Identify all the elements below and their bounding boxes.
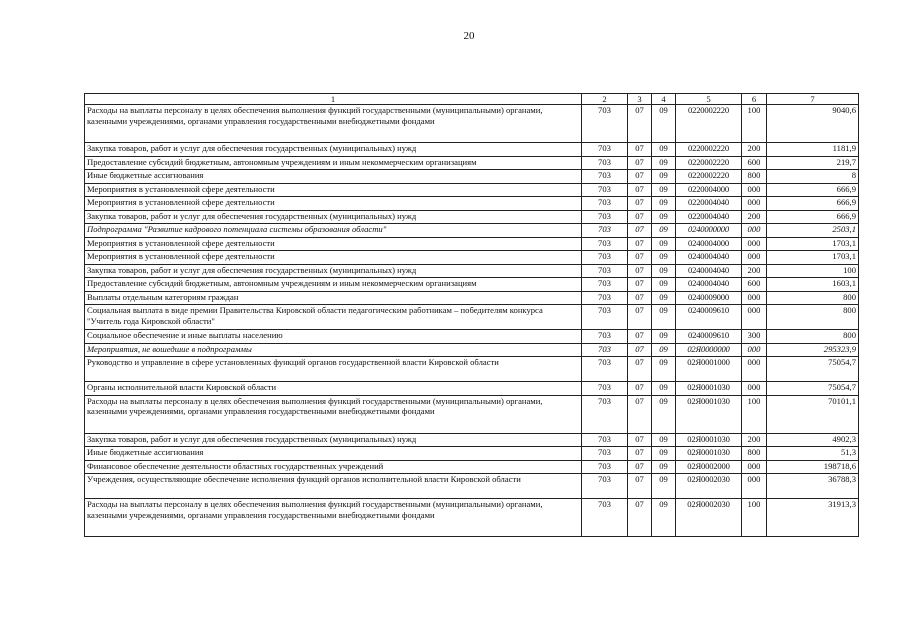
row-description: Предоставление субсидий бюджетным, автономным учреждениям и иным некоммерческим организациям bbox=[85, 278, 582, 292]
header-row bbox=[85, 94, 859, 105]
row-description: Мероприятия, не вошедшие в подпрограммы bbox=[85, 343, 582, 357]
table-row bbox=[85, 143, 859, 157]
row-description: Закупка товаров, работ и услуг для обеспечения государственных (муниципальных) нужд bbox=[85, 264, 582, 278]
table-row bbox=[85, 278, 859, 292]
row-expense-type: 000 bbox=[742, 224, 767, 238]
row-expense-type: 000 bbox=[742, 460, 767, 474]
row-section: 07 bbox=[628, 395, 652, 433]
table-row bbox=[85, 447, 859, 461]
row-expense-type: 100 bbox=[742, 499, 767, 537]
row-description: Социальное обеспечение и иные выплаты населению bbox=[85, 330, 582, 344]
row-target-article: 0220002220 bbox=[676, 105, 742, 143]
row-admin-code: 703 bbox=[582, 264, 628, 278]
row-admin-code: 703 bbox=[582, 343, 628, 357]
header-cell: 2 bbox=[582, 94, 628, 105]
row-subsection: 09 bbox=[652, 460, 676, 474]
row-subsection: 09 bbox=[652, 433, 676, 447]
row-expense-type: 000 bbox=[742, 474, 767, 499]
table-row bbox=[85, 156, 859, 170]
row-expense-type: 600 bbox=[742, 156, 767, 170]
row-expense-type: 000 bbox=[742, 343, 767, 357]
row-amount: 1703,1 bbox=[767, 251, 859, 265]
row-subsection: 09 bbox=[652, 237, 676, 251]
header-cell: 6 bbox=[742, 94, 767, 105]
row-target-article: 02Я0000000 bbox=[676, 343, 742, 357]
table-row bbox=[85, 251, 859, 265]
row-target-article: 0240004040 bbox=[676, 264, 742, 278]
row-description: Закупка товаров, работ и услуг для обеспечения государственных (муниципальных) нужд bbox=[85, 210, 582, 224]
table-row bbox=[85, 499, 859, 537]
page-number: 20 bbox=[463, 30, 475, 42]
header-cell: 4 bbox=[652, 94, 676, 105]
row-amount: 666,9 bbox=[767, 210, 859, 224]
row-section: 07 bbox=[628, 210, 652, 224]
row-expense-type: 000 bbox=[742, 197, 767, 211]
row-subsection: 09 bbox=[652, 278, 676, 292]
row-section: 07 bbox=[628, 433, 652, 447]
row-amount: 100 bbox=[767, 264, 859, 278]
row-target-article: 02Я0002000 bbox=[676, 460, 742, 474]
row-description: Подпрограмма "Развитие кадрового потенциала системы образования области" bbox=[85, 224, 582, 238]
row-target-article: 0240004000 bbox=[676, 237, 742, 251]
row-amount: 295323,9 bbox=[767, 343, 859, 357]
row-target-article: 02Я0001030 bbox=[676, 447, 742, 461]
row-target-article: 0240009610 bbox=[676, 330, 742, 344]
row-amount: 8 bbox=[767, 170, 859, 184]
row-section: 07 bbox=[628, 156, 652, 170]
row-description: Расходы на выплаты персоналу в целях обеспечения выполнения функций государственными (муниципальными) органами, казенными учреждениями, органами управления государственными внебюджетными фондами bbox=[85, 395, 582, 433]
table-row bbox=[85, 291, 859, 305]
row-description: Предоставление субсидий бюджетным, автономным учреждениям и иным некоммерческим организациям bbox=[85, 156, 582, 170]
row-amount: 666,9 bbox=[767, 197, 859, 211]
header-cell: 7 bbox=[767, 94, 859, 105]
row-subsection: 09 bbox=[652, 264, 676, 278]
header-cell: 3 bbox=[628, 94, 652, 105]
row-amount: 1603,1 bbox=[767, 278, 859, 292]
row-description: Социальная выплата в виде премии Правительства Кировской области педагогическим работникам – победителям конкурса "Учитель года Кировской области" bbox=[85, 305, 582, 330]
row-amount: 36788,3 bbox=[767, 474, 859, 499]
row-amount: 70101,1 bbox=[767, 395, 859, 433]
row-target-article: 0240009610 bbox=[676, 305, 742, 330]
row-description: Мероприятия в установленной сфере деятельности bbox=[85, 251, 582, 265]
row-amount: 75054,7 bbox=[767, 357, 859, 382]
row-admin-code: 703 bbox=[582, 395, 628, 433]
row-subsection: 09 bbox=[652, 447, 676, 461]
row-subsection: 09 bbox=[652, 183, 676, 197]
table-body bbox=[85, 105, 859, 537]
row-admin-code: 703 bbox=[582, 474, 628, 499]
row-admin-code: 703 bbox=[582, 357, 628, 382]
row-admin-code: 703 bbox=[582, 105, 628, 143]
row-expense-type: 000 bbox=[742, 357, 767, 382]
table-row bbox=[85, 105, 859, 143]
row-target-article: 0240009000 bbox=[676, 291, 742, 305]
row-target-article: 02Я0002030 bbox=[676, 499, 742, 537]
row-amount: 666,9 bbox=[767, 183, 859, 197]
row-description: Учреждения, осуществляющие обеспечение исполнения функций органов исполнительной власти Кировской области bbox=[85, 474, 582, 499]
row-target-article: 02Я0001030 bbox=[676, 433, 742, 447]
row-section: 07 bbox=[628, 499, 652, 537]
row-amount: 9040,6 bbox=[767, 105, 859, 143]
row-admin-code: 703 bbox=[582, 278, 628, 292]
row-subsection: 09 bbox=[652, 330, 676, 344]
row-admin-code: 703 bbox=[582, 251, 628, 265]
row-admin-code: 703 bbox=[582, 170, 628, 184]
row-description: Мероприятия в установленной сфере деятельности bbox=[85, 197, 582, 211]
row-subsection: 09 bbox=[652, 382, 676, 396]
row-subsection: 09 bbox=[652, 210, 676, 224]
row-description: Мероприятия в установленной сфере деятельности bbox=[85, 183, 582, 197]
row-subsection: 09 bbox=[652, 251, 676, 265]
row-amount: 51,3 bbox=[767, 447, 859, 461]
row-admin-code: 703 bbox=[582, 183, 628, 197]
row-description: Закупка товаров, работ и услуг для обеспечения государственных (муниципальных) нужд bbox=[85, 143, 582, 157]
row-admin-code: 703 bbox=[582, 330, 628, 344]
row-description: Иные бюджетные ассигнования bbox=[85, 170, 582, 184]
row-expense-type: 200 bbox=[742, 433, 767, 447]
row-section: 07 bbox=[628, 105, 652, 143]
row-amount: 800 bbox=[767, 330, 859, 344]
row-amount: 75054,7 bbox=[767, 382, 859, 396]
row-target-article: 02Я0001030 bbox=[676, 382, 742, 396]
row-section: 07 bbox=[628, 170, 652, 184]
row-subsection: 09 bbox=[652, 156, 676, 170]
row-expense-type: 200 bbox=[742, 143, 767, 157]
row-section: 07 bbox=[628, 237, 652, 251]
row-expense-type: 600 bbox=[742, 278, 767, 292]
row-section: 07 bbox=[628, 330, 652, 344]
row-target-article: 0220004040 bbox=[676, 197, 742, 211]
table-row bbox=[85, 474, 859, 499]
row-amount: 219,7 bbox=[767, 156, 859, 170]
row-expense-type: 000 bbox=[742, 237, 767, 251]
row-admin-code: 703 bbox=[582, 143, 628, 157]
table-row bbox=[85, 197, 859, 211]
table-row bbox=[85, 343, 859, 357]
table-row bbox=[85, 224, 859, 238]
row-expense-type: 300 bbox=[742, 330, 767, 344]
table-row bbox=[85, 395, 859, 433]
row-section: 07 bbox=[628, 264, 652, 278]
row-expense-type: 200 bbox=[742, 264, 767, 278]
row-target-article: 0240004040 bbox=[676, 278, 742, 292]
row-expense-type: 800 bbox=[742, 170, 767, 184]
row-subsection: 09 bbox=[652, 197, 676, 211]
table-row bbox=[85, 460, 859, 474]
row-target-article: 0220004040 bbox=[676, 210, 742, 224]
row-admin-code: 703 bbox=[582, 237, 628, 251]
table-row bbox=[85, 237, 859, 251]
row-section: 07 bbox=[628, 343, 652, 357]
row-section: 07 bbox=[628, 251, 652, 265]
table-row bbox=[85, 264, 859, 278]
row-target-article: 0220002220 bbox=[676, 170, 742, 184]
row-subsection: 09 bbox=[652, 357, 676, 382]
row-admin-code: 703 bbox=[582, 305, 628, 330]
table-row bbox=[85, 357, 859, 382]
row-expense-type: 000 bbox=[742, 291, 767, 305]
row-expense-type: 000 bbox=[742, 183, 767, 197]
row-target-article: 02Я0002030 bbox=[676, 474, 742, 499]
row-admin-code: 703 bbox=[582, 499, 628, 537]
budget-table bbox=[84, 93, 859, 537]
row-subsection: 09 bbox=[652, 343, 676, 357]
row-description: Органы исполнительной власти Кировской области bbox=[85, 382, 582, 396]
row-target-article: 0220002220 bbox=[676, 143, 742, 157]
row-admin-code: 703 bbox=[582, 433, 628, 447]
header-cell: 5 bbox=[676, 94, 742, 105]
row-subsection: 09 bbox=[652, 105, 676, 143]
row-amount: 1703,1 bbox=[767, 237, 859, 251]
row-section: 07 bbox=[628, 460, 652, 474]
row-admin-code: 703 bbox=[582, 382, 628, 396]
table-row bbox=[85, 330, 859, 344]
row-admin-code: 703 bbox=[582, 291, 628, 305]
row-description: Руководство и управление в сфере установленных функций органов государственной власти Кировской области bbox=[85, 357, 582, 382]
row-section: 07 bbox=[628, 224, 652, 238]
row-admin-code: 703 bbox=[582, 447, 628, 461]
row-description: Закупка товаров, работ и услуг для обеспечения государственных (муниципальных) нужд bbox=[85, 433, 582, 447]
row-subsection: 09 bbox=[652, 143, 676, 157]
row-amount: 1181,9 bbox=[767, 143, 859, 157]
row-target-article: 0240000000 bbox=[676, 224, 742, 238]
row-description: Мероприятия в установленной сфере деятельности bbox=[85, 237, 582, 251]
row-description: Иные бюджетные ассигнования bbox=[85, 447, 582, 461]
row-subsection: 09 bbox=[652, 224, 676, 238]
row-amount: 2503,1 bbox=[767, 224, 859, 238]
row-target-article: 02Я0001000 bbox=[676, 357, 742, 382]
row-amount: 31913,3 bbox=[767, 499, 859, 537]
header-cell: 1 bbox=[85, 94, 582, 105]
row-description: Выплаты отдельным категориям граждан bbox=[85, 291, 582, 305]
table-row bbox=[85, 183, 859, 197]
table-row bbox=[85, 382, 859, 396]
row-section: 07 bbox=[628, 357, 652, 382]
row-section: 07 bbox=[628, 278, 652, 292]
table-row bbox=[85, 305, 859, 330]
row-amount: 800 bbox=[767, 305, 859, 330]
row-subsection: 09 bbox=[652, 170, 676, 184]
row-expense-type: 200 bbox=[742, 210, 767, 224]
table-row bbox=[85, 170, 859, 184]
row-admin-code: 703 bbox=[582, 224, 628, 238]
row-target-article: 0220002220 bbox=[676, 156, 742, 170]
row-admin-code: 703 bbox=[582, 197, 628, 211]
row-admin-code: 703 bbox=[582, 460, 628, 474]
row-admin-code: 703 bbox=[582, 156, 628, 170]
row-subsection: 09 bbox=[652, 499, 676, 537]
row-amount: 800 bbox=[767, 291, 859, 305]
row-expense-type: 800 bbox=[742, 447, 767, 461]
row-target-article: 02Я0001030 bbox=[676, 395, 742, 433]
table-row bbox=[85, 433, 859, 447]
row-subsection: 09 bbox=[652, 305, 676, 330]
row-section: 07 bbox=[628, 143, 652, 157]
row-subsection: 09 bbox=[652, 291, 676, 305]
row-amount: 4902,3 bbox=[767, 433, 859, 447]
row-description: Расходы на выплаты персоналу в целях обеспечения выполнения функций государственными (муниципальными) органами, казенными учреждениями, органами управления государственными внебюджетными фондами bbox=[85, 499, 582, 537]
row-target-article: 0240004040 bbox=[676, 251, 742, 265]
row-description: Расходы на выплаты персоналу в целях обеспечения выполнения функций государственными (муниципальными) органами, казенными учреждениями, органами управления государственными внебюджетными фондами bbox=[85, 105, 582, 143]
row-expense-type: 000 bbox=[742, 382, 767, 396]
row-expense-type: 100 bbox=[742, 395, 767, 433]
row-expense-type: 100 bbox=[742, 105, 767, 143]
row-section: 07 bbox=[628, 382, 652, 396]
row-amount: 198718,6 bbox=[767, 460, 859, 474]
row-section: 07 bbox=[628, 447, 652, 461]
row-admin-code: 703 bbox=[582, 210, 628, 224]
row-subsection: 09 bbox=[652, 474, 676, 499]
row-description: Финансовое обеспечение деятельности областных государственных учреждений bbox=[85, 460, 582, 474]
row-expense-type: 000 bbox=[742, 251, 767, 265]
row-section: 07 bbox=[628, 197, 652, 211]
row-section: 07 bbox=[628, 291, 652, 305]
row-section: 07 bbox=[628, 305, 652, 330]
row-subsection: 09 bbox=[652, 395, 676, 433]
table-row bbox=[85, 210, 859, 224]
row-expense-type: 000 bbox=[742, 305, 767, 330]
row-section: 07 bbox=[628, 183, 652, 197]
row-section: 07 bbox=[628, 474, 652, 499]
row-target-article: 0220004000 bbox=[676, 183, 742, 197]
